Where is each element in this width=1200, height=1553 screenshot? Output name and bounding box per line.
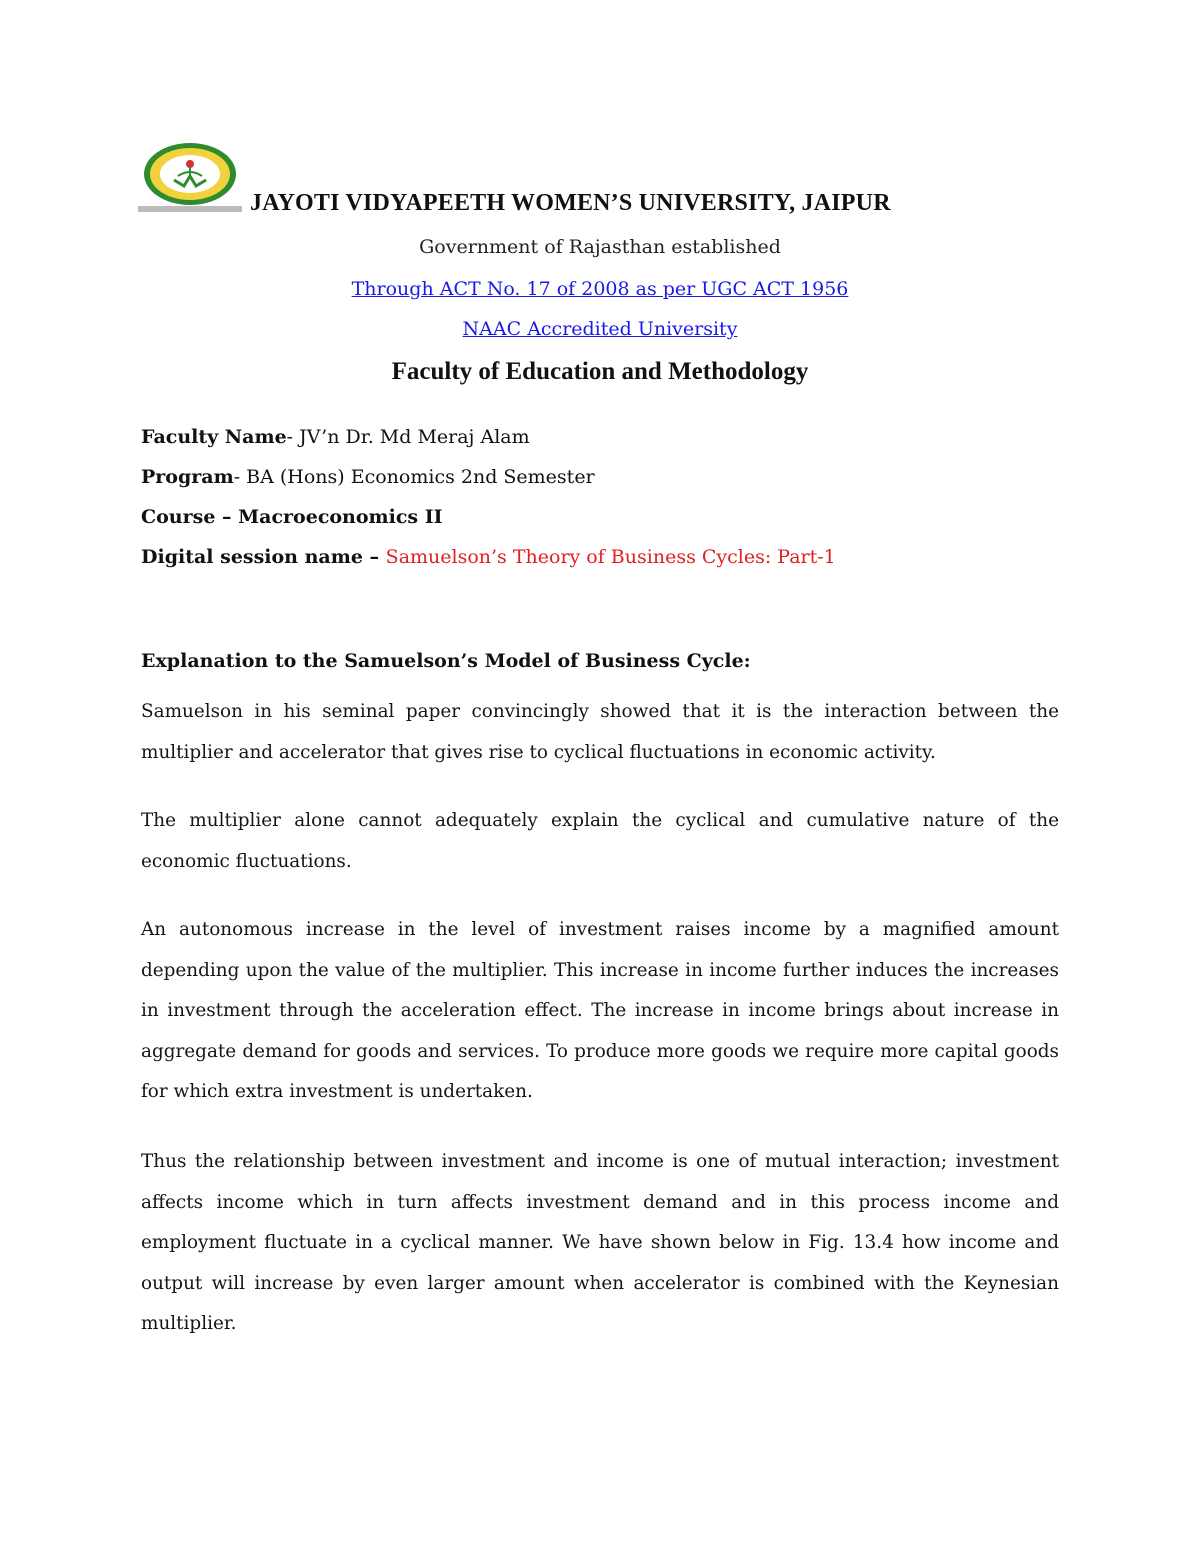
program-row [141, 466, 1061, 488]
naac-link[interactable]: NAAC Accredited University [462, 318, 738, 340]
act-link[interactable]: Through ACT No. 17 of 2008 as per UGC ACT 1956 [351, 278, 849, 300]
government-line: Government of Rajasthan established [419, 236, 781, 258]
faculty-name-row [141, 426, 1061, 448]
program-value: - BA (Hons) Economics 2nd Semester [233, 466, 595, 488]
course-row [141, 506, 1061, 528]
session-label: Digital session name – [141, 546, 386, 568]
paragraph: An autonomous increase in the level of investment raises income by a magnified amount depending upon the value of the multiplier. This increase in income further induces the increases in investment through the acceleration effect. The increase in income brings about increase in aggregate demand for goods and services. To produce more goods we require more capital goods for which extra investment is undertaken. [141, 919, 1059, 1102]
course-label: Course – Macroeconomics II [141, 506, 443, 528]
paragraph: The multiplier alone cannot adequately explain the cyclical and cumulative nature of the economic fluctuations. [141, 810, 1059, 872]
faculty-name-label: Faculty Name [141, 426, 287, 448]
session-row [141, 546, 1061, 568]
faculty-title: Faculty of Education and Methodology [391, 358, 809, 385]
program-label: Program [141, 466, 234, 488]
paragraph: Samuelson in his seminal paper convincingly showed that it is the interaction between the multiplier and accelerator that gives rise to cyclical fluctuations in economic activity. [141, 701, 1059, 763]
section-heading: Explanation to the Samuelson’s Model of Business Cycle: [141, 650, 751, 672]
session-value: Samuelson’s Theory of Business Cycles: Part-1 [385, 546, 836, 568]
paragraph: Thus the relationship between investment and income is one of mutual interaction; investment affects income which in turn affects investment demand and in this process income and employment fluctuate in a cyclical manner. We have shown below in Fig. 13.4 how income and output will increase by even larger amount when accelerator is combined with the Keynesian multiplier. [141, 1151, 1059, 1334]
university-seal-icon [134, 140, 246, 216]
university-name: JAYOTI VIDYAPEETH WOMEN’S UNIVERSITY, JAIPUR [250, 190, 891, 216]
faculty-name-value: - JV’n Dr. Md Meraj Alam [286, 426, 530, 448]
